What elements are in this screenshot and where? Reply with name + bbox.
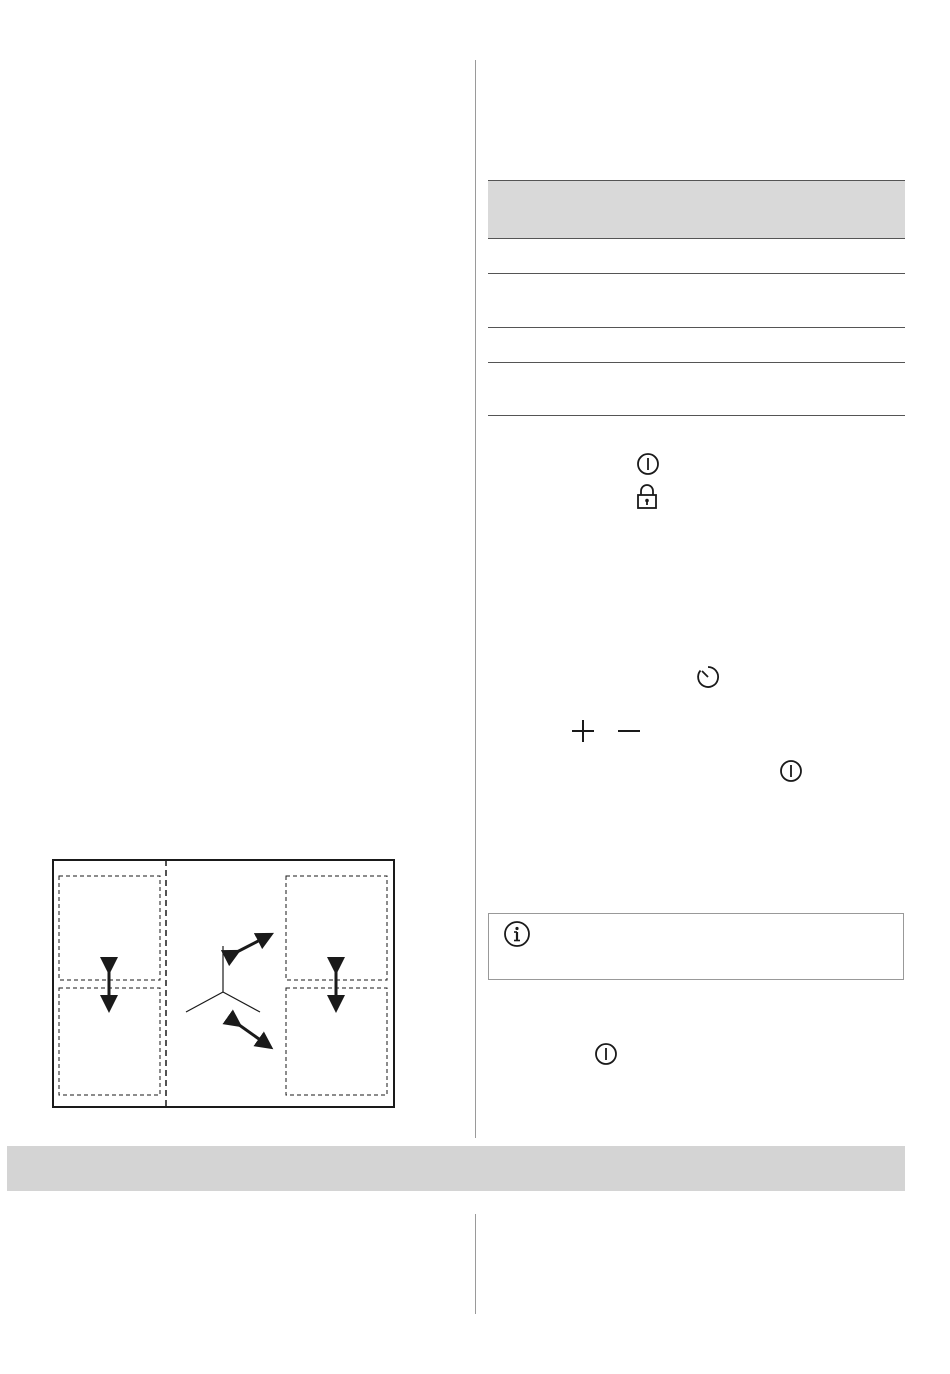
power-on-off-icon [779, 759, 803, 783]
cooking-zone-left-rear [59, 988, 160, 1095]
table-row [488, 274, 905, 328]
plus-icon [570, 718, 596, 744]
lock-icon [636, 484, 658, 510]
hob-zone-diagram [52, 858, 396, 1110]
cooking-zone-right-front [286, 876, 387, 980]
section-banner [7, 1146, 905, 1191]
three-line-junction-icon [186, 946, 260, 1012]
minus-icon [616, 718, 642, 744]
power-on-off-icon [594, 1042, 618, 1066]
cooking-zone-right-rear [286, 988, 387, 1095]
table-row [488, 328, 905, 363]
diagonal-arrow-icon [233, 937, 266, 954]
power-on-off-icon [636, 452, 660, 476]
column-divider-bottom [475, 1214, 476, 1314]
table-row [488, 239, 905, 274]
cooking-zone-left-front [59, 876, 160, 980]
table-header [488, 180, 905, 239]
column-divider-top [475, 60, 476, 1138]
table-row [488, 363, 905, 416]
info-icon [503, 920, 531, 948]
diagonal-arrow-icon [235, 1022, 266, 1044]
info-note-box [488, 913, 904, 980]
timer-icon [695, 664, 721, 690]
settings-table [488, 180, 905, 416]
